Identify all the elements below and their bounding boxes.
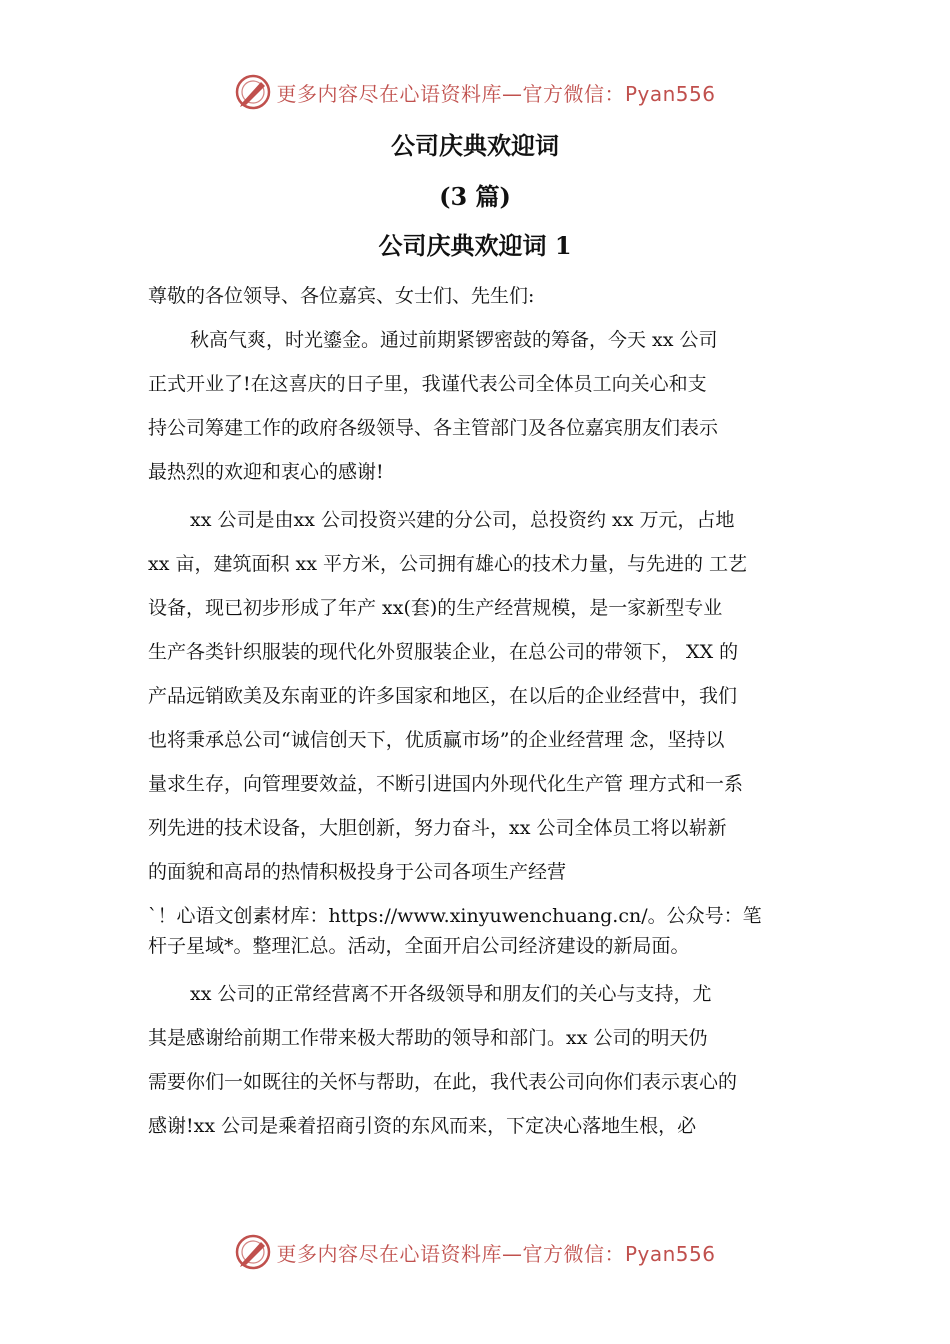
pen-logo-icon	[234, 73, 272, 111]
watermark-text: 更多内容尽在心语资料库—官方微信：Pyan556	[276, 81, 716, 106]
document-title: 公司庆典欢迎词	[391, 131, 559, 160]
watermark-banner-bottom	[0, 1232, 950, 1272]
paragraph-line: 列先进的技术设备，大胆创新，努力奋斗，xx 公司全体员工将以崭新	[148, 817, 727, 839]
paragraph-line: xx 公司是由xx 公司投资兴建的分公司，总投资约 xx 万元，占地	[190, 509, 735, 531]
paragraph-line: 正式开业了!在这喜庆的日子里，我谨代表公司全体员工向关心和支	[148, 373, 707, 395]
paragraph-line: 感谢!xx 公司是乘着招商引资的东风而来，下定决心落地生根，必	[148, 1115, 697, 1137]
source-note-line: `！心语文创素材库：https://www.xinyuwenchuang.cn/。公众号：笔	[148, 905, 762, 927]
paragraph-line: 生产各类针织服装的现代化外贸服装企业，在总公司的带领下， XX 的	[148, 641, 739, 663]
paragraph-line: 其是感谢给前期工作带来极大帮助的领导和部门。xx 公司的明天仍	[148, 1027, 708, 1049]
paragraph-line: 产品远销欧美及东南亚的许多国家和地区，在以后的企业经营中，我们	[148, 685, 738, 707]
salutation-line: 尊敬的各位领导、各位嘉宾、女士们、先生们:	[148, 285, 535, 307]
paragraph-line: 设备，现已初步形成了年产 xx(套)的生产经营规模，是一家新型专业	[148, 597, 723, 619]
paragraph-line: 最热烈的欢迎和衷心的感谢!	[148, 461, 384, 483]
paragraph-line: 持公司筹建工作的政府各级领导、各主管部门及各位嘉宾朋友们表示	[148, 417, 719, 439]
watermark-banner-top	[0, 72, 950, 112]
section-title: 公司庆典欢迎词 1	[378, 231, 572, 260]
paragraph-line: 杆子星域*。整理汇总。活动，全面开启公司经济建设的新局面。	[148, 935, 690, 957]
paragraph-line: 秋高气爽，时光鎏金。通过前期紧锣密鼓的筹备，今天 xx 公司	[190, 329, 718, 351]
paragraph-line: xx 公司的正常经营离不开各级领导和朋友们的关心与支持，尤	[190, 983, 712, 1005]
paragraph-line: 也将秉承总公司“诚信创天下，优质赢市场”的企业经营理 念，坚持以	[148, 729, 725, 751]
paragraph-line: 需要你们一如既往的关怀与帮助，在此，我代表公司向你们表示衷心的	[148, 1071, 738, 1093]
document-subtitle: (3 篇)	[439, 182, 511, 211]
paragraph-line: 的面貌和高昂的热情积极投身于公司各项生产经营	[148, 861, 567, 883]
pen-logo-icon	[234, 1233, 272, 1271]
paragraph-line: xx 亩，建筑面积 xx 平方米，公司拥有雄心的技术力量，与先进的 工艺	[148, 553, 748, 575]
watermark-text: 更多内容尽在心语资料库—官方微信：Pyan556	[276, 1241, 716, 1266]
paragraph-line: 量求生存，向管理要效益，不断引进国内外现代化生产管 理方式和一系	[148, 773, 744, 795]
